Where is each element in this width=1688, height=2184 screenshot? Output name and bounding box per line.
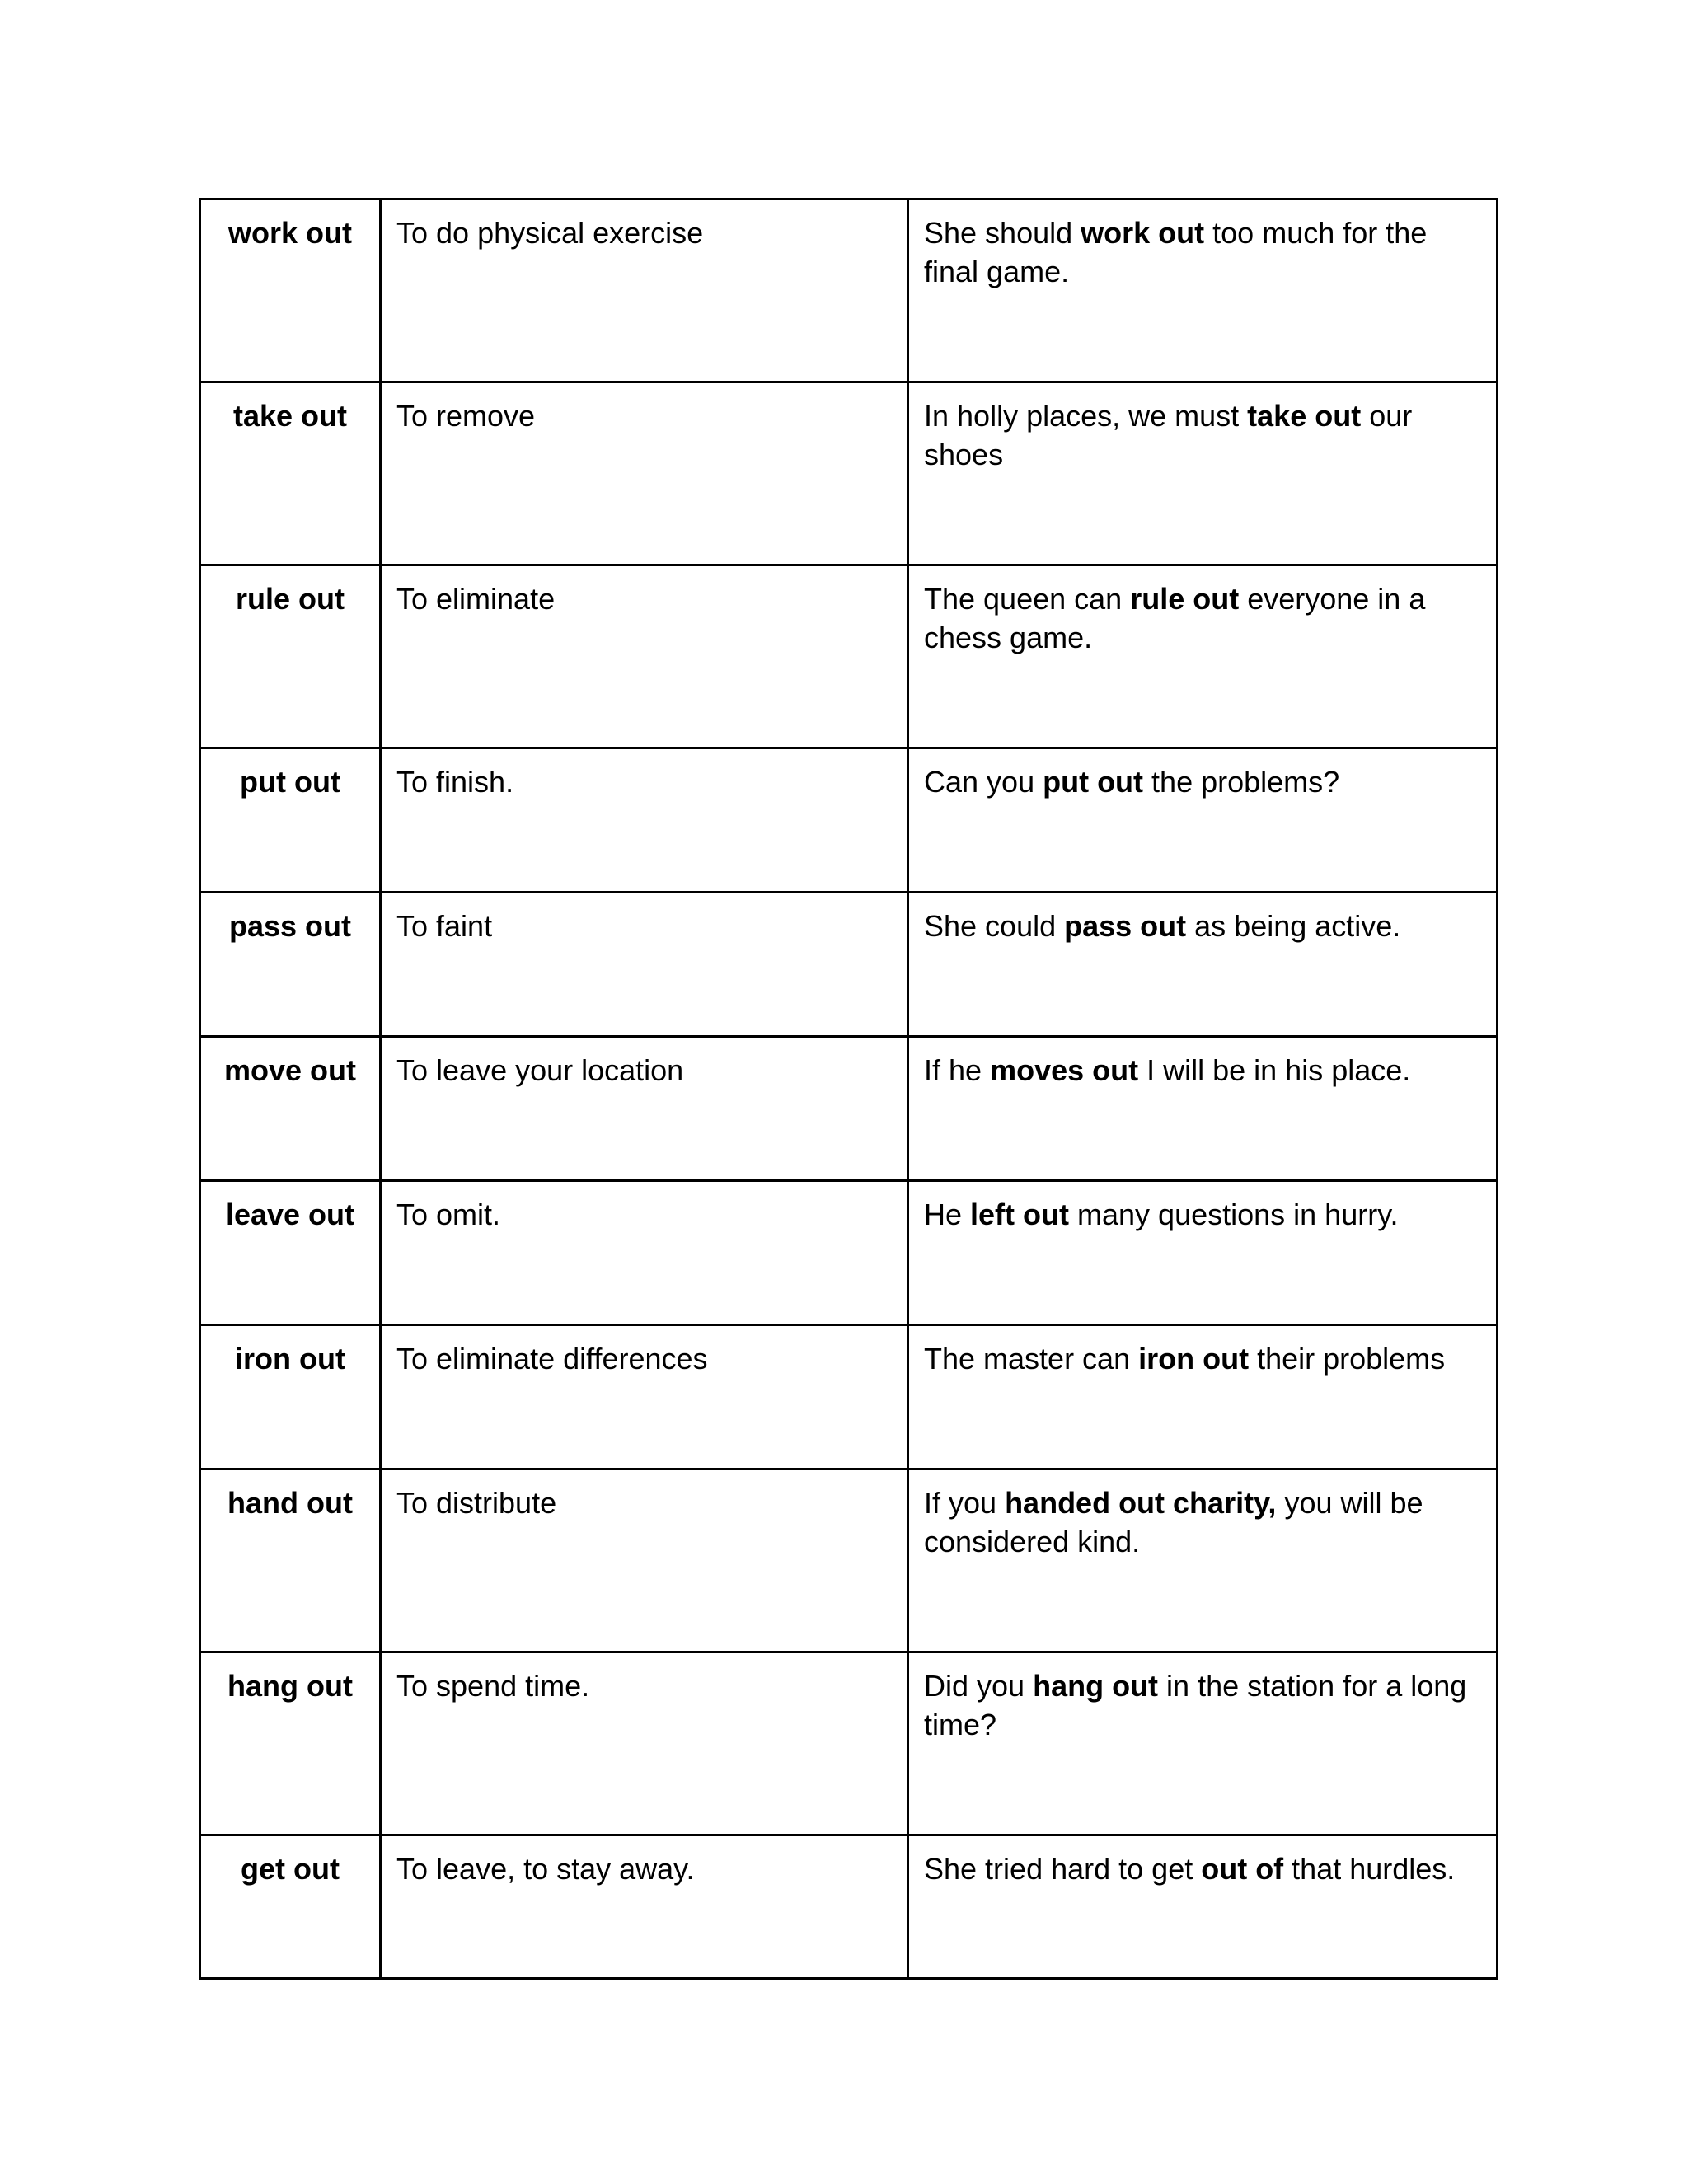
example-phrasal-verb: hang out: [1033, 1669, 1159, 1703]
example-text: Did you: [924, 1669, 1034, 1703]
phrasal-verb-cell: hang out: [200, 1652, 381, 1835]
example-cell: [908, 1652, 1498, 1835]
table-row: [200, 565, 1498, 748]
meaning-cell: To faint: [381, 893, 908, 1037]
example-phrasal-verb: left out: [970, 1197, 1070, 1231]
table-row: [200, 1181, 1498, 1325]
meaning-cell: To spend time.: [381, 1652, 908, 1835]
example-cell: [908, 748, 1498, 893]
example-text: in the station for a long time?: [924, 1669, 1467, 1741]
example-text: as being active.: [1186, 909, 1401, 943]
example-phrasal-verb: pass out: [1064, 909, 1187, 943]
example-text: Can you: [924, 765, 1043, 799]
table-row: [200, 199, 1498, 382]
meaning-cell: To leave, to stay away.: [381, 1835, 908, 1979]
meaning-cell: To distribute: [381, 1469, 908, 1652]
example-text: many questions in hurry.: [1069, 1197, 1399, 1231]
phrasal-verb-cell: leave out: [200, 1181, 381, 1325]
table-row: [200, 1325, 1498, 1469]
example-text: too much for the final game.: [924, 216, 1428, 288]
example-phrasal-verb: take out: [1247, 399, 1362, 433]
example-text: I will be in his place.: [1138, 1053, 1411, 1087]
example-phrasal-verb: rule out: [1130, 582, 1240, 616]
example-cell: [908, 1037, 1498, 1181]
example-text: you will be considered kind.: [924, 1486, 1423, 1558]
example-phrasal-verb: moves out: [990, 1053, 1139, 1087]
phrasal-verb-cell: rule out: [200, 565, 381, 748]
phrasal-verb-cell: hand out: [200, 1469, 381, 1652]
table-row: [200, 748, 1498, 893]
example-cell: [908, 1469, 1498, 1652]
meaning-cell: To omit.: [381, 1181, 908, 1325]
meaning-cell: To finish.: [381, 748, 908, 893]
meaning-cell: To leave your location: [381, 1037, 908, 1181]
phrasal-verb-cell: pass out: [200, 893, 381, 1037]
table-row: [200, 382, 1498, 565]
phrasal-verb-cell: move out: [200, 1037, 381, 1181]
meaning-cell: To do physical exercise: [381, 199, 908, 382]
phrasal-verb-cell: put out: [200, 748, 381, 893]
phrasal-verbs-table: [199, 198, 1498, 1980]
phrasal-verb-cell: take out: [200, 382, 381, 565]
phrasal-verb-cell: iron out: [200, 1325, 381, 1469]
meaning-cell: To eliminate differences: [381, 1325, 908, 1469]
table-row: [200, 893, 1498, 1037]
example-phrasal-verb: put out: [1043, 765, 1144, 799]
example-phrasal-verb: out of: [1201, 1852, 1284, 1886]
example-phrasal-verb: handed out charity,: [1005, 1486, 1277, 1520]
example-text: She should: [924, 216, 1081, 250]
table-row: [200, 1037, 1498, 1181]
example-cell: [908, 199, 1498, 382]
example-text: The queen can: [924, 582, 1131, 616]
example-text: If he: [924, 1053, 991, 1087]
example-text: their problems: [1249, 1342, 1446, 1376]
example-cell: [908, 893, 1498, 1037]
phrasal-verb-cell: get out: [200, 1835, 381, 1979]
example-cell: [908, 382, 1498, 565]
table-row: [200, 1835, 1498, 1979]
example-cell: [908, 565, 1498, 748]
meaning-cell: To eliminate: [381, 565, 908, 748]
example-text: In holly places, we must: [924, 399, 1248, 433]
table-row: [200, 1469, 1498, 1652]
example-phrasal-verb: work out: [1081, 216, 1205, 250]
example-text: everyone in a chess game.: [924, 582, 1426, 654]
example-cell: [908, 1835, 1498, 1979]
example-cell: [908, 1325, 1498, 1469]
example-text: She tried hard to get: [924, 1852, 1202, 1886]
example-cell: [908, 1181, 1498, 1325]
example-text: our shoes: [924, 399, 1413, 471]
example-text: He: [924, 1197, 971, 1231]
example-text: She could: [924, 909, 1065, 943]
meaning-cell: To remove: [381, 382, 908, 565]
example-text: The master can: [924, 1342, 1139, 1376]
table-row: [200, 1652, 1498, 1835]
phrasal-verb-cell: work out: [200, 199, 381, 382]
example-text: If you: [924, 1486, 1006, 1520]
example-text: that hurdles.: [1283, 1852, 1456, 1886]
example-phrasal-verb: iron out: [1138, 1342, 1250, 1376]
example-text: the problems?: [1143, 765, 1340, 799]
